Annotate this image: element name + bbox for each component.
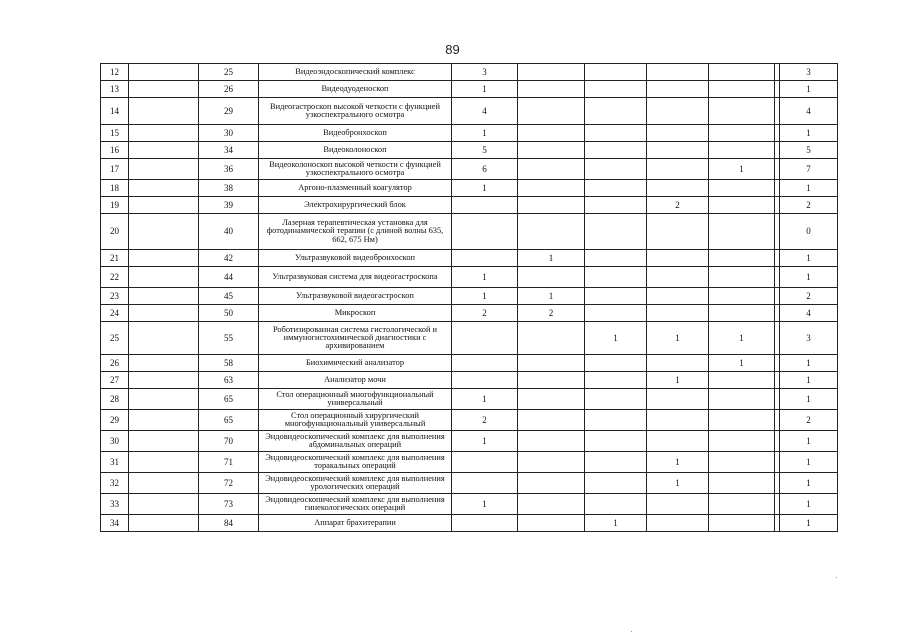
quantity-cell bbox=[647, 305, 709, 322]
total-cell: 1 bbox=[780, 125, 838, 142]
equipment-table bbox=[100, 63, 838, 532]
equipment-name-cell: Видеогастроскоп высокой четкости с функцией узкоспектрального осмотра bbox=[259, 98, 452, 125]
table-row bbox=[101, 494, 838, 515]
quantity-cell bbox=[518, 473, 585, 494]
quantity-cell bbox=[709, 305, 775, 322]
code-cell: 40 bbox=[199, 214, 259, 250]
quantity-cell bbox=[647, 267, 709, 288]
table-row bbox=[101, 288, 838, 305]
quantity-cell bbox=[647, 180, 709, 197]
blank-cell bbox=[129, 214, 199, 250]
table-row bbox=[101, 322, 838, 355]
row-number-cell: 25 bbox=[101, 322, 129, 355]
quantity-cell bbox=[518, 452, 585, 473]
quantity-cell bbox=[709, 81, 775, 98]
code-cell: 26 bbox=[199, 81, 259, 98]
row-number-cell: 32 bbox=[101, 473, 129, 494]
table-row bbox=[101, 159, 838, 180]
quantity-cell bbox=[518, 355, 585, 372]
total-cell: 1 bbox=[780, 494, 838, 515]
quantity-cell: 1 bbox=[709, 322, 775, 355]
total-cell: 1 bbox=[780, 250, 838, 267]
equipment-name-cell: Микроскоп bbox=[259, 305, 452, 322]
quantity-cell bbox=[452, 452, 518, 473]
blank-cell bbox=[129, 305, 199, 322]
total-cell: 0 bbox=[780, 214, 838, 250]
quantity-cell: 1 bbox=[647, 372, 709, 389]
quantity-cell bbox=[709, 64, 775, 81]
quantity-cell bbox=[585, 305, 647, 322]
equipment-name-cell: Биохимический анализатор bbox=[259, 355, 452, 372]
code-cell: 70 bbox=[199, 431, 259, 452]
table-row bbox=[101, 355, 838, 372]
total-cell: 4 bbox=[780, 305, 838, 322]
quantity-cell bbox=[518, 267, 585, 288]
equipment-name-cell: Ультразвуковой видеогастроскоп bbox=[259, 288, 452, 305]
table-row bbox=[101, 197, 838, 214]
row-number-cell: 18 bbox=[101, 180, 129, 197]
blank-cell bbox=[129, 125, 199, 142]
row-number-cell: 19 bbox=[101, 197, 129, 214]
quantity-cell bbox=[709, 372, 775, 389]
blank-cell bbox=[129, 452, 199, 473]
blank-cell bbox=[129, 288, 199, 305]
blank-cell bbox=[129, 142, 199, 159]
blank-cell bbox=[129, 98, 199, 125]
quantity-cell bbox=[452, 322, 518, 355]
total-cell: 1 bbox=[780, 389, 838, 410]
code-cell: 65 bbox=[199, 410, 259, 431]
quantity-cell: 2 bbox=[452, 410, 518, 431]
total-cell: 4 bbox=[780, 98, 838, 125]
quantity-cell bbox=[452, 515, 518, 532]
table-row bbox=[101, 410, 838, 431]
quantity-cell: 1 bbox=[709, 159, 775, 180]
quantity-cell bbox=[452, 372, 518, 389]
quantity-cell: 4 bbox=[452, 98, 518, 125]
quantity-cell bbox=[647, 159, 709, 180]
equipment-name-cell: Лазерная терапевтическая установка для фотодинамической терапии (с длиной волны 635, 662, 675 Нм) bbox=[259, 214, 452, 250]
equipment-name-cell: Ультразвуковая система для видеогастроскопа bbox=[259, 267, 452, 288]
table-row bbox=[101, 214, 838, 250]
quantity-cell bbox=[518, 494, 585, 515]
quantity-cell bbox=[709, 267, 775, 288]
quantity-cell bbox=[518, 98, 585, 125]
table-row bbox=[101, 515, 838, 532]
quantity-cell: 2 bbox=[647, 197, 709, 214]
row-number-cell: 30 bbox=[101, 431, 129, 452]
quantity-cell bbox=[709, 515, 775, 532]
total-cell: 3 bbox=[780, 64, 838, 81]
row-number-cell: 14 bbox=[101, 98, 129, 125]
equipment-name-cell: Стол операционный многофункциональный универсальный bbox=[259, 389, 452, 410]
row-number-cell: 28 bbox=[101, 389, 129, 410]
quantity-cell bbox=[585, 431, 647, 452]
total-cell: 1 bbox=[780, 355, 838, 372]
quantity-cell bbox=[647, 288, 709, 305]
table-row bbox=[101, 180, 838, 197]
code-cell: 42 bbox=[199, 250, 259, 267]
quantity-cell bbox=[518, 81, 585, 98]
equipment-name-cell: Ультразвуковой видеобронхоскоп bbox=[259, 250, 452, 267]
row-number-cell: 33 bbox=[101, 494, 129, 515]
quantity-cell bbox=[709, 473, 775, 494]
table-body bbox=[101, 64, 838, 532]
quantity-cell bbox=[647, 81, 709, 98]
quantity-cell bbox=[709, 250, 775, 267]
total-cell: 1 bbox=[780, 515, 838, 532]
total-cell: 1 bbox=[780, 81, 838, 98]
blank-cell bbox=[129, 431, 199, 452]
quantity-cell bbox=[585, 372, 647, 389]
quantity-cell bbox=[647, 431, 709, 452]
quantity-cell: 1 bbox=[452, 389, 518, 410]
quantity-cell bbox=[518, 389, 585, 410]
code-cell: 30 bbox=[199, 125, 259, 142]
equipment-name-cell: Видеоколоноскоп bbox=[259, 142, 452, 159]
quantity-cell: 1 bbox=[452, 125, 518, 142]
total-cell: 1 bbox=[780, 452, 838, 473]
quantity-cell bbox=[585, 159, 647, 180]
table-row bbox=[101, 372, 838, 389]
row-number-cell: 21 bbox=[101, 250, 129, 267]
quantity-cell bbox=[647, 515, 709, 532]
equipment-name-cell: Аппарат брахитерапии bbox=[259, 515, 452, 532]
quantity-cell bbox=[585, 81, 647, 98]
row-number-cell: 20 bbox=[101, 214, 129, 250]
code-cell: 25 bbox=[199, 64, 259, 81]
code-cell: 55 bbox=[199, 322, 259, 355]
quantity-cell: 1 bbox=[452, 288, 518, 305]
quantity-cell bbox=[709, 410, 775, 431]
table-row bbox=[101, 431, 838, 452]
table-row bbox=[101, 81, 838, 98]
total-cell: 1 bbox=[780, 473, 838, 494]
quantity-cell bbox=[709, 389, 775, 410]
quantity-cell: 1 bbox=[452, 494, 518, 515]
quantity-cell: 1 bbox=[709, 355, 775, 372]
quantity-cell bbox=[709, 452, 775, 473]
table-row bbox=[101, 250, 838, 267]
blank-cell bbox=[129, 389, 199, 410]
quantity-cell bbox=[647, 142, 709, 159]
total-cell: 1 bbox=[780, 431, 838, 452]
total-cell: 3 bbox=[780, 322, 838, 355]
equipment-name-cell: Эндовидеоскопический комплекс для выполнения торакальных операций bbox=[259, 452, 452, 473]
quantity-cell bbox=[518, 515, 585, 532]
blank-cell bbox=[129, 159, 199, 180]
quantity-cell: 5 bbox=[452, 142, 518, 159]
equipment-name-cell: Роботизированная система гистологической и иммуногистохимической диагностики с архивированием bbox=[259, 322, 452, 355]
blank-cell bbox=[129, 197, 199, 214]
total-cell: 1 bbox=[780, 267, 838, 288]
quantity-cell bbox=[518, 410, 585, 431]
quantity-cell: 1 bbox=[585, 515, 647, 532]
total-cell: 2 bbox=[780, 197, 838, 214]
blank-cell bbox=[129, 515, 199, 532]
total-cell: 5 bbox=[780, 142, 838, 159]
quantity-cell bbox=[709, 180, 775, 197]
quantity-cell bbox=[585, 452, 647, 473]
total-cell: 2 bbox=[780, 410, 838, 431]
quantity-cell: 1 bbox=[518, 288, 585, 305]
blank-cell bbox=[129, 81, 199, 98]
total-cell: 1 bbox=[780, 372, 838, 389]
quantity-cell bbox=[585, 214, 647, 250]
quantity-cell: 2 bbox=[452, 305, 518, 322]
quantity-cell bbox=[518, 431, 585, 452]
quantity-cell bbox=[647, 98, 709, 125]
quantity-cell bbox=[585, 410, 647, 431]
row-number-cell: 24 bbox=[101, 305, 129, 322]
equipment-name-cell: Видеоэндоскопический комплекс bbox=[259, 64, 452, 81]
code-cell: 38 bbox=[199, 180, 259, 197]
quantity-cell bbox=[585, 355, 647, 372]
blank-cell bbox=[129, 372, 199, 389]
quantity-cell bbox=[647, 355, 709, 372]
equipment-name-cell: Аргоно-плазменный коагулятор bbox=[259, 180, 452, 197]
equipment-name-cell: Эндовидеоскопический комплекс для выполнения урологических операций bbox=[259, 473, 452, 494]
equipment-name-cell: Стол операционный хирургический многофункциональный универсальный bbox=[259, 410, 452, 431]
quantity-cell bbox=[518, 180, 585, 197]
blank-cell bbox=[129, 250, 199, 267]
quantity-cell bbox=[518, 142, 585, 159]
code-cell: 34 bbox=[199, 142, 259, 159]
quantity-cell bbox=[709, 125, 775, 142]
quantity-cell bbox=[709, 431, 775, 452]
quantity-cell bbox=[518, 197, 585, 214]
code-cell: 45 bbox=[199, 288, 259, 305]
quantity-cell: 1 bbox=[647, 322, 709, 355]
row-number-cell: 34 bbox=[101, 515, 129, 532]
quantity-cell bbox=[452, 250, 518, 267]
scan-speck: · bbox=[835, 572, 838, 582]
table-row bbox=[101, 64, 838, 81]
code-cell: 58 bbox=[199, 355, 259, 372]
quantity-cell bbox=[585, 250, 647, 267]
table-row bbox=[101, 142, 838, 159]
quantity-cell bbox=[585, 125, 647, 142]
quantity-cell bbox=[452, 355, 518, 372]
quantity-cell: 3 bbox=[452, 64, 518, 81]
total-cell: 1 bbox=[780, 180, 838, 197]
quantity-cell bbox=[647, 64, 709, 81]
quantity-cell bbox=[585, 197, 647, 214]
code-cell: 44 bbox=[199, 267, 259, 288]
code-cell: 29 bbox=[199, 98, 259, 125]
blank-cell bbox=[129, 267, 199, 288]
row-number-cell: 29 bbox=[101, 410, 129, 431]
quantity-cell bbox=[585, 267, 647, 288]
quantity-cell bbox=[518, 159, 585, 180]
row-number-cell: 17 bbox=[101, 159, 129, 180]
blank-cell bbox=[129, 355, 199, 372]
quantity-cell bbox=[709, 142, 775, 159]
quantity-cell bbox=[585, 288, 647, 305]
code-cell: 36 bbox=[199, 159, 259, 180]
code-cell: 63 bbox=[199, 372, 259, 389]
quantity-cell: 6 bbox=[452, 159, 518, 180]
code-cell: 71 bbox=[199, 452, 259, 473]
quantity-cell bbox=[647, 494, 709, 515]
total-cell: 7 bbox=[780, 159, 838, 180]
row-number-cell: 26 bbox=[101, 355, 129, 372]
quantity-cell bbox=[452, 197, 518, 214]
quantity-cell: 1 bbox=[452, 267, 518, 288]
quantity-cell: 1 bbox=[452, 431, 518, 452]
code-cell: 50 bbox=[199, 305, 259, 322]
table-row bbox=[101, 305, 838, 322]
table-row bbox=[101, 389, 838, 410]
row-number-cell: 13 bbox=[101, 81, 129, 98]
equipment-name-cell: Анализатор мочи bbox=[259, 372, 452, 389]
row-number-cell: 22 bbox=[101, 267, 129, 288]
quantity-cell: 1 bbox=[585, 322, 647, 355]
quantity-cell bbox=[518, 125, 585, 142]
quantity-cell bbox=[647, 250, 709, 267]
quantity-cell bbox=[709, 197, 775, 214]
blank-cell bbox=[129, 410, 199, 431]
row-number-cell: 31 bbox=[101, 452, 129, 473]
quantity-cell bbox=[647, 410, 709, 431]
equipment-name-cell: Электрохирургический блок bbox=[259, 197, 452, 214]
quantity-cell: 1 bbox=[647, 473, 709, 494]
quantity-cell bbox=[647, 389, 709, 410]
scan-speck: · bbox=[630, 626, 633, 636]
quantity-cell bbox=[585, 64, 647, 81]
quantity-cell: 2 bbox=[518, 305, 585, 322]
row-number-cell: 16 bbox=[101, 142, 129, 159]
blank-cell bbox=[129, 494, 199, 515]
quantity-cell bbox=[585, 142, 647, 159]
blank-cell bbox=[129, 473, 199, 494]
equipment-name-cell: Видеобронхоскоп bbox=[259, 125, 452, 142]
code-cell: 72 bbox=[199, 473, 259, 494]
table-row bbox=[101, 267, 838, 288]
row-number-cell: 12 bbox=[101, 64, 129, 81]
quantity-cell bbox=[647, 125, 709, 142]
quantity-cell bbox=[647, 214, 709, 250]
quantity-cell: 1 bbox=[518, 250, 585, 267]
quantity-cell bbox=[585, 180, 647, 197]
page-number: 89 bbox=[445, 42, 460, 57]
equipment-name-cell: Эндовидеоскопический комплекс для выполнения абдоминальных операций bbox=[259, 431, 452, 452]
blank-cell bbox=[129, 322, 199, 355]
row-number-cell: 15 bbox=[101, 125, 129, 142]
row-number-cell: 27 bbox=[101, 372, 129, 389]
quantity-cell bbox=[709, 214, 775, 250]
quantity-cell bbox=[585, 473, 647, 494]
quantity-cell bbox=[709, 98, 775, 125]
table-row bbox=[101, 473, 838, 494]
equipment-name-cell: Видеодуоденоскоп bbox=[259, 81, 452, 98]
code-cell: 39 bbox=[199, 197, 259, 214]
table-row bbox=[101, 452, 838, 473]
quantity-cell bbox=[709, 288, 775, 305]
quantity-cell: 1 bbox=[452, 180, 518, 197]
quantity-cell bbox=[585, 494, 647, 515]
quantity-cell: 1 bbox=[647, 452, 709, 473]
quantity-cell bbox=[452, 214, 518, 250]
code-cell: 73 bbox=[199, 494, 259, 515]
equipment-name-cell: Видеоколоноскоп высокой четкости с функцией узкоспектрального осмотра bbox=[259, 159, 452, 180]
table-row bbox=[101, 125, 838, 142]
equipment-name-cell: Эндовидеоскопический комплекс для выполнения гинекологических операций bbox=[259, 494, 452, 515]
quantity-cell bbox=[585, 389, 647, 410]
total-cell: 2 bbox=[780, 288, 838, 305]
quantity-cell bbox=[709, 494, 775, 515]
quantity-cell bbox=[452, 473, 518, 494]
quantity-cell bbox=[518, 372, 585, 389]
code-cell: 65 bbox=[199, 389, 259, 410]
code-cell: 84 bbox=[199, 515, 259, 532]
table-row bbox=[101, 98, 838, 125]
quantity-cell bbox=[518, 64, 585, 81]
blank-cell bbox=[129, 64, 199, 81]
quantity-cell bbox=[585, 98, 647, 125]
quantity-cell: 1 bbox=[452, 81, 518, 98]
quantity-cell bbox=[518, 214, 585, 250]
row-number-cell: 23 bbox=[101, 288, 129, 305]
quantity-cell bbox=[518, 322, 585, 355]
blank-cell bbox=[129, 180, 199, 197]
